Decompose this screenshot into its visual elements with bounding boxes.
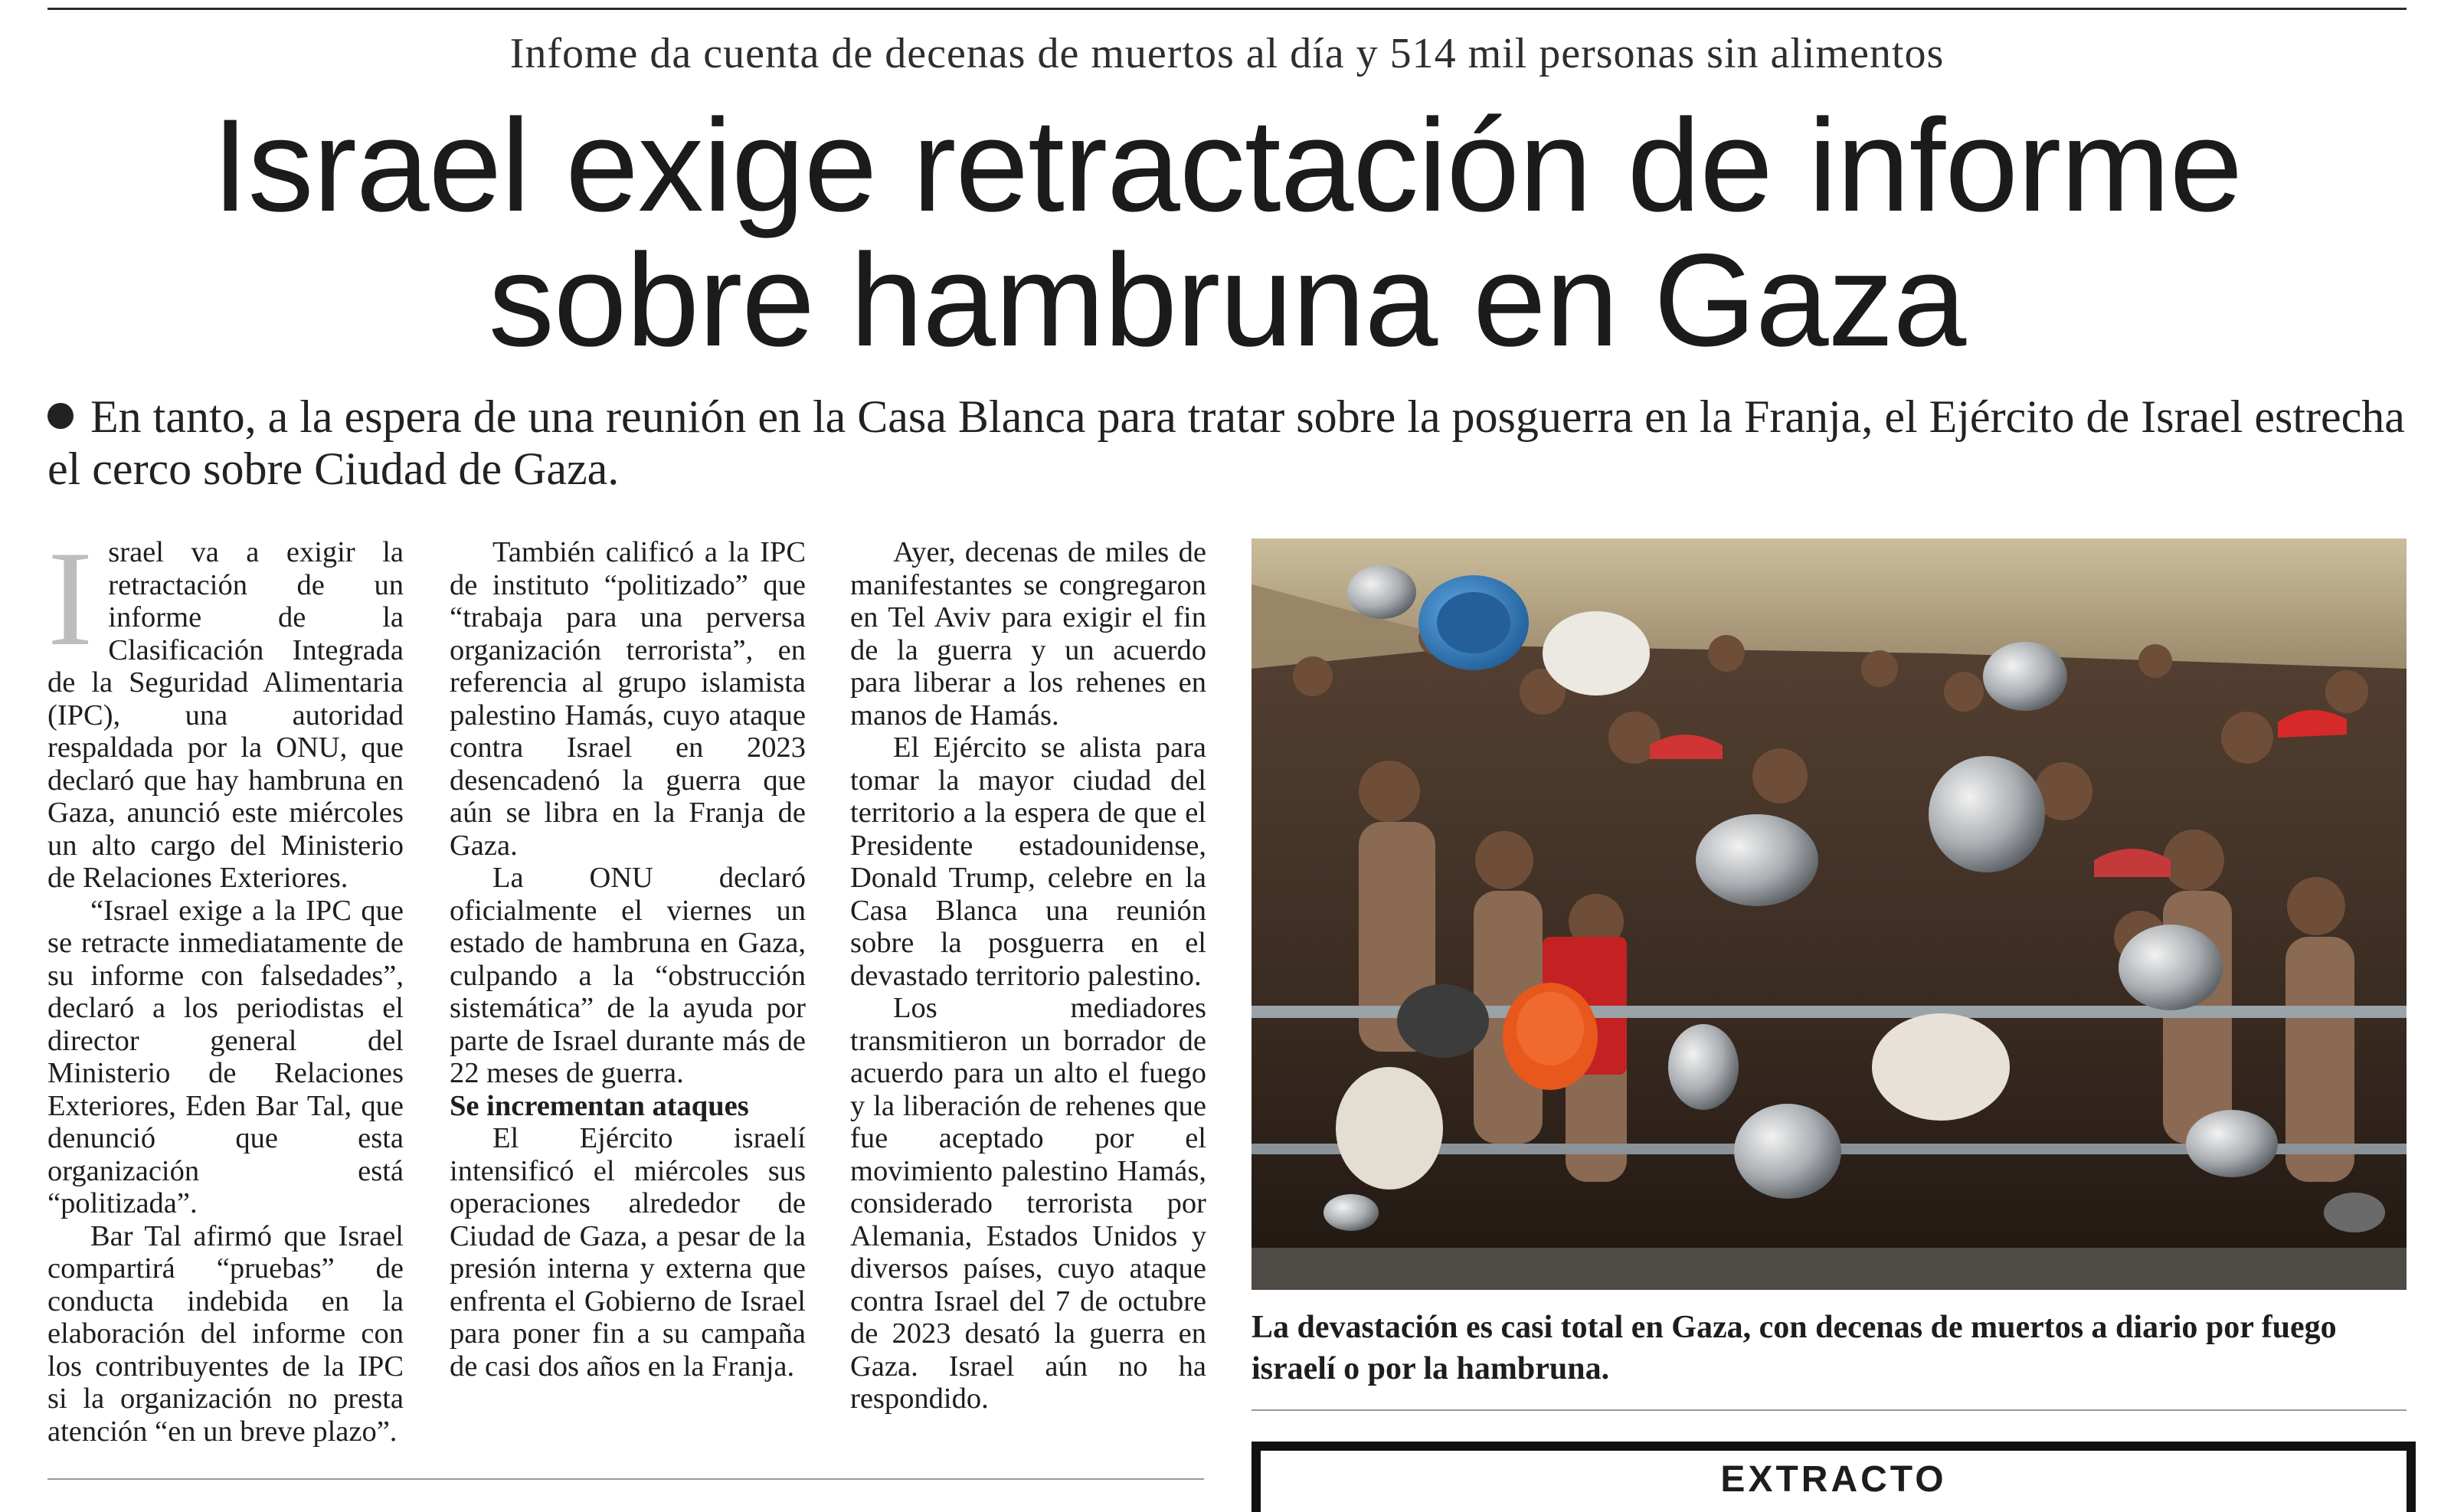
kicker: Infome da cuenta de decenas de muertos al día y 514 mil personas sin alimentos: [509, 30, 1945, 77]
paragraph: “Israel exige a la IPC que se retracte inmediatamente de su informe con falsedades”, declaró a los periodistas el director general del Ministerio de Relaciones Exteriores, Eden Bar Tal, que denunció que esta organización está “politizada”.: [47, 894, 404, 1219]
paragraph: Los mediadores transmitieron un borrador de acuerdo para un alto el fuego y la liberación de rehenes que fue aceptado por el movimiento palestino Hamás, considerado terrorista por Alemania, Estados Unidos y diversos países, cuyo ataque contra Israel del 7 de octubre de 2023 desató la guerra en Gaza. Israel aún no ha respondido.: [850, 992, 1206, 1415]
subheading: Se incrementan ataques: [450, 1089, 749, 1122]
deck: [47, 391, 2407, 495]
headline-line-2: sobre hambruna en Gaza: [488, 227, 1966, 374]
headline-line-1: Israel exige retractación de informe: [211, 92, 2243, 239]
paragraph: Ayer, decenas de miles de manifestantes se congregaron en Tel Aviv para exigir el fin de la guerra y un acuerdo para liberar a los rehenes en manos de Hamás.: [850, 536, 1206, 731]
headline: [92, 92, 2362, 374]
article-column-3: [850, 536, 1206, 1455]
photo-illustration: [1252, 538, 2407, 1290]
caption-divider: [1252, 1409, 2407, 1411]
paragraph: La ONU declaró oficialmente el viernes un estado de hambruna en Gaza, culpando a la “obstrucción sistemática” de la ayuda por parte de Israel durante más de 22 meses de guerra.: [450, 862, 806, 1089]
article-column-1: [47, 522, 404, 1455]
column-bottom-rule: [47, 1478, 1204, 1480]
photo-caption: La devastación es casi total en Gaza, con decenas de muertos a diario por fuego israelí o por la hambruna.: [1252, 1310, 2337, 1386]
deck-text: En tanto, a la espera de una reunión en la Casa Blanca para tratar sobre la posguerra en la Franja, el Ejército de Israel estrecha el cerco sobre Ciudad de Gaza.: [47, 391, 2405, 494]
drop-cap: I: [47, 522, 93, 674]
sidebar-box-title: EXTRACTO: [1720, 1459, 1947, 1500]
sidebar-box: [1252, 1442, 2416, 1512]
paragraph: También calificó a la IPC de instituto “politizado” que “trabaja para una perversa organización terrorista”, en referencia al grupo islamista palestino Hamás, cuyo ataque contra Israel en 2023 desencadenó la guerra que aún se libra en la Franja de Gaza.: [450, 536, 806, 862]
paragraph: El Ejército israelí intensificó el miércoles sus operaciones alrededor de Ciudad de Gaza, a pesar de la presión interna y externa que enfrenta el Gobierno de Israel para poner fin a su campaña de casi dos años en la Franja.: [450, 1122, 806, 1383]
article-column-2: [450, 536, 806, 1455]
news-photo: [1252, 538, 2407, 1290]
paragraph-text: srael va a exigir la retractación de un informe de la Clasificación Integrada de la Seguridad Alimentaria (IPC), una autoridad respaldada por la ONU, que declaró que hay hambruna en Gaza, anunció este miércoles un alto cargo del Ministerio de Relaciones Exteriores.: [47, 536, 404, 894]
top-rule: [47, 8, 2407, 10]
paragraph: [47, 522, 404, 895]
paragraph: Bar Tal afirmó que Israel compartirá “pruebas” de conducta indebida en la elaboración del informe con los contribuyentes de la IPC si la organización no presta atención “en un breve plazo”.: [47, 1219, 404, 1448]
paragraph: El Ejército se alista para tomar la mayor ciudad del territorio a la espera de que el Presidente estadounidense, Donald Trump, celebre en la Casa Blanca una reunión sobre la posguerra en el devastado territorio palestino.: [850, 731, 1206, 992]
bullet-icon: [47, 403, 74, 429]
